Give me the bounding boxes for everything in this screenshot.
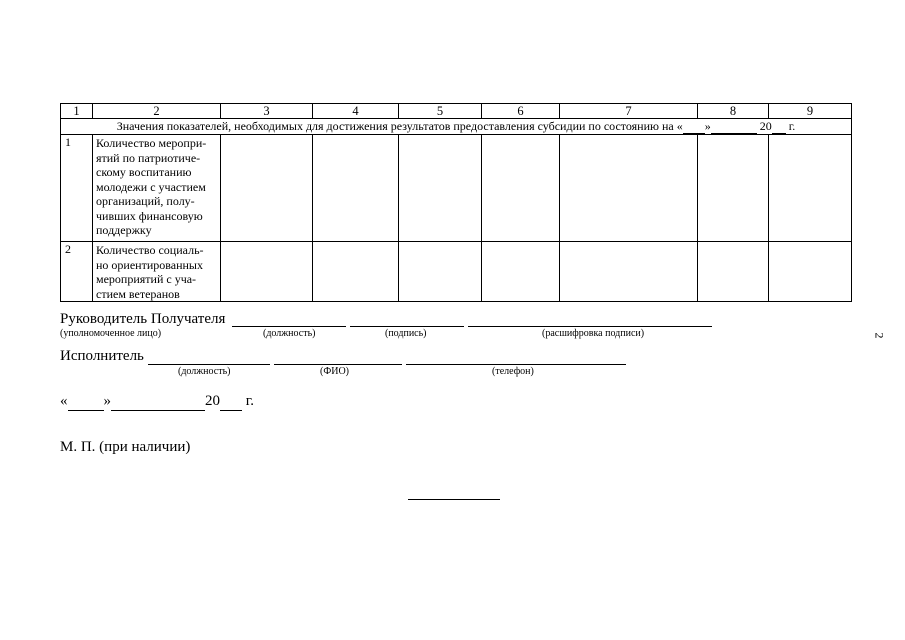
value-cell[interactable] bbox=[399, 242, 482, 302]
executor-phone-line[interactable] bbox=[406, 350, 626, 365]
value-cell[interactable] bbox=[313, 135, 399, 242]
position-caption: (должность) bbox=[263, 328, 316, 339]
section-title-cell bbox=[61, 119, 852, 135]
year-blank bbox=[772, 119, 786, 134]
column-header: 1 bbox=[61, 104, 93, 119]
value-cell[interactable] bbox=[698, 242, 769, 302]
executor-label: Исполнитель bbox=[60, 348, 144, 364]
section-title: Значения показателей, необходимых для достижения результатов предоставления субсидии по состоянию на « bbox=[116, 119, 683, 133]
value-cell[interactable] bbox=[221, 242, 313, 302]
value-cell[interactable] bbox=[482, 135, 560, 242]
date-quote-open: « bbox=[60, 393, 68, 409]
value-cell[interactable] bbox=[399, 135, 482, 242]
section-year: 20 bbox=[759, 119, 772, 133]
table-row bbox=[61, 242, 852, 302]
bottom-separator bbox=[408, 499, 500, 500]
head-label: Руководитель Получателя bbox=[60, 311, 226, 327]
head-decoding-line[interactable] bbox=[468, 312, 712, 327]
executor-fio-line[interactable] bbox=[274, 350, 402, 365]
date-month-field[interactable] bbox=[111, 393, 205, 411]
row-number: 2 bbox=[61, 242, 93, 302]
quote-close: » bbox=[704, 119, 711, 133]
value-cell[interactable] bbox=[560, 135, 698, 242]
date-line bbox=[60, 393, 254, 411]
value-cell[interactable] bbox=[313, 242, 399, 302]
page-number: 2 bbox=[872, 332, 887, 339]
column-header: 7 bbox=[560, 104, 698, 119]
column-number-row bbox=[61, 104, 852, 119]
executor-position-line[interactable] bbox=[148, 350, 270, 365]
indicators-table bbox=[60, 103, 852, 302]
column-header: 5 bbox=[399, 104, 482, 119]
date-month-blank bbox=[711, 119, 757, 134]
value-cell[interactable] bbox=[482, 242, 560, 302]
date-day-field[interactable] bbox=[68, 393, 104, 411]
table-row bbox=[61, 135, 852, 242]
phone-caption: (телефон) bbox=[492, 366, 534, 377]
column-header: 3 bbox=[221, 104, 313, 119]
exec-position-caption: (должность) bbox=[178, 366, 231, 377]
row-number: 1 bbox=[61, 135, 93, 242]
row-name: Количество меропри- ятий по патриотиче- скому воспитанию молодежи с участием организаций, полу- чивших финансовую поддержку bbox=[96, 136, 207, 237]
column-header: 4 bbox=[313, 104, 399, 119]
value-cell[interactable] bbox=[698, 135, 769, 242]
stamp-label: М. П. (при наличии) bbox=[60, 439, 191, 455]
row-name-cell bbox=[93, 242, 221, 302]
column-header: 9 bbox=[769, 104, 852, 119]
value-cell[interactable] bbox=[221, 135, 313, 242]
row-name-cell bbox=[93, 135, 221, 242]
head-signature-line[interactable] bbox=[350, 312, 464, 327]
value-cell[interactable] bbox=[769, 135, 852, 242]
row-name: Количество социаль- но ориентированных мероприятий с уча- стием ветеранов bbox=[96, 243, 204, 301]
date-year-field[interactable] bbox=[220, 393, 242, 411]
column-header: 6 bbox=[482, 104, 560, 119]
date-year: 20 bbox=[205, 393, 220, 409]
date-quote-close: » bbox=[103, 393, 111, 409]
head-sub-caption: (уполномоченное лицо) bbox=[60, 328, 162, 339]
year-suffix: г. bbox=[788, 119, 796, 133]
date-suffix: г. bbox=[245, 393, 254, 409]
column-header: 8 bbox=[698, 104, 769, 119]
value-cell[interactable] bbox=[769, 242, 852, 302]
head-position-line[interactable] bbox=[232, 312, 346, 327]
section-title-row bbox=[61, 119, 852, 135]
decoding-caption: (расшифровка подписи) bbox=[542, 328, 645, 339]
date-day-blank bbox=[683, 119, 705, 134]
fio-caption: (ФИО) bbox=[320, 366, 350, 377]
signature-caption: (подпись) bbox=[385, 328, 427, 339]
value-cell[interactable] bbox=[560, 242, 698, 302]
column-header: 2 bbox=[93, 104, 221, 119]
